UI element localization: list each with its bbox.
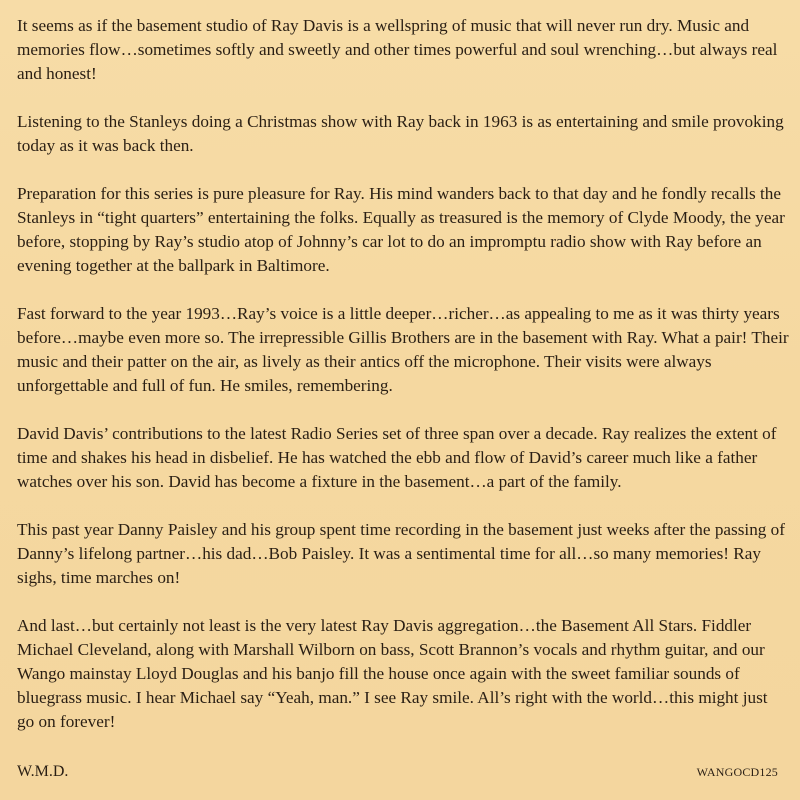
paragraph-basement-all-stars: And last…but certainly not least is the very latest Ray Davis aggregation…the Basement All Stars. Fiddler Michael Cleveland, along with Marshall Wilborn on bass, Scott Brannon’s vocals and rhythm guitar, and our Wango mainstay Lloyd Douglas and his banjo fill the house once again with the sweet familiar sounds of bluegrass music. I hear Michael say “Yeah, man.” I see Ray smile. All’s right with the world…this might just go on forever! [17, 616, 768, 731]
paragraph-danny-paisley: This past year Danny Paisley and his group spent time recording in the basement just weeks after the passing of Danny’s lifelong partner…his dad…Bob Paisley. It was a sentimental time for all…so many memories! Ray sighs, time marches on! [17, 520, 785, 587]
paragraph-david-davis: David Davis’ contributions to the latest Radio Series set of three span over a decade. Ray realizes the extent of time and shakes his head in disbelief. He has watched the ebb and flow of David’s career much like a father watches over his son. David has become a fixture in the basement…a part of the family. [17, 424, 777, 491]
paragraph-preparation: Preparation for this series is pure pleasure for Ray. His mind wanders back to that day and he fondly recalls the Stanleys in “tight quarters” entertaining the folks. Equally as treasured is the memory of Clyde Moody, the year before, stopping by Ray’s studio atop of Johnny’s car lot to do an impromptu radio show with Ray before an evening together at the ballpark in Baltimore. [17, 184, 785, 275]
signature: W.M.D. [17, 763, 69, 780]
paragraph-fast-forward: Fast forward to the year 1993…Ray’s voice is a little deeper…richer…as appealing to me as it was thirty years before…maybe even more so. The irrepressible Gillis Brothers are in the basement with Ray. What a pair! Their music and their patter on the air, as lively as their antics off the microphone. Their visits were always unforgettable and full of fun. He smiles, remembering. [17, 304, 789, 395]
paragraph-stanleys-christmas: Listening to the Stanleys doing a Christmas show with Ray back in 1963 is as entertaining and smile provoking today as it was back then. [17, 112, 784, 155]
paragraph-intro: It seems as if the basement studio of Ray Davis is a wellspring of music that will never run dry. Music and memories flow…sometimes softly and sweetly and other times powerful and soul wrenching…but always real and honest! [17, 16, 778, 83]
catalog-number: WANGOCD125 [696, 765, 778, 779]
liner-notes-body [17, 14, 789, 758]
